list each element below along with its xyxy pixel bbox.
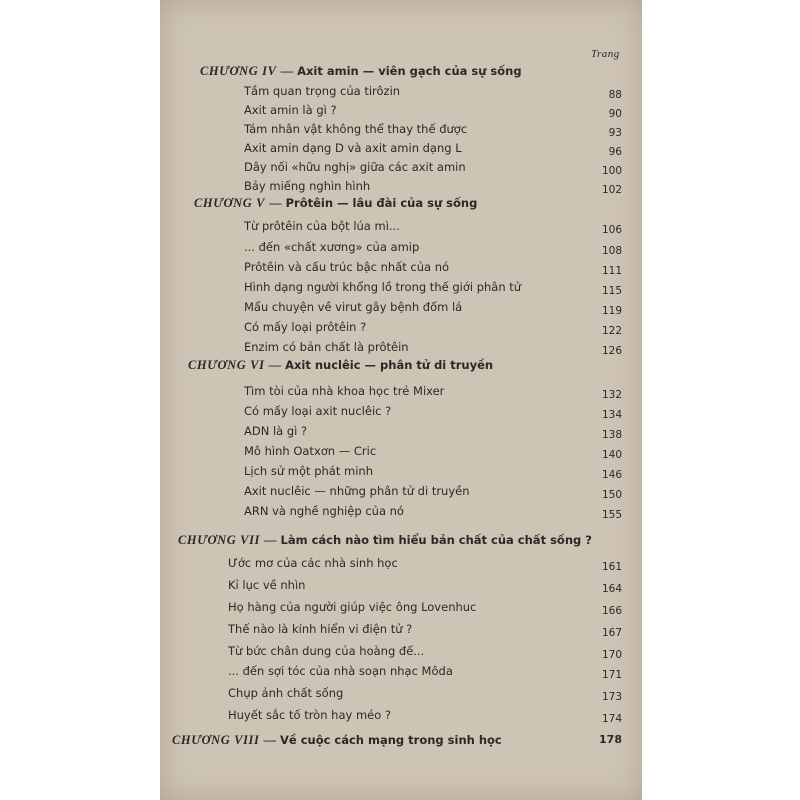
chapter-heading bbox=[160, 196, 642, 218]
toc-entry-page: 93 bbox=[608, 127, 622, 139]
toc-entry bbox=[160, 664, 642, 682]
toc-entry-page: 170 bbox=[601, 649, 622, 661]
chapter-page-number: 178 bbox=[599, 733, 622, 746]
dash-separator: — bbox=[268, 358, 282, 372]
chapter-heading bbox=[160, 64, 642, 86]
toc-entry-title: Tìm tòi của nhà khoa học trẻ Mixer bbox=[244, 384, 445, 398]
toc-entry-page: 167 bbox=[601, 627, 622, 639]
toc-entry-title: Bảy miếng nghìn hình bbox=[244, 179, 371, 193]
toc-entry-title: Có mấy loại prôtêin ? bbox=[244, 320, 367, 334]
toc-entry-page: 96 bbox=[608, 146, 622, 158]
toc-entry-page: 119 bbox=[601, 305, 622, 317]
toc-entry-title: ARN và nghề nghiệp của nó bbox=[244, 504, 404, 518]
toc-entry-page: 174 bbox=[601, 713, 622, 725]
chapter-number: CHƯƠNG VI bbox=[188, 358, 265, 372]
toc-entry bbox=[160, 84, 642, 102]
toc-entry bbox=[160, 644, 642, 662]
toc-entry-page: 161 bbox=[601, 561, 622, 573]
toc-entry-title: Kỉ lục về nhìn bbox=[228, 578, 306, 592]
toc-entry-title: Họ hàng của người giúp việc ông Lovenhuc bbox=[228, 600, 477, 614]
toc-entry-page: 115 bbox=[601, 285, 622, 297]
toc-entry bbox=[160, 260, 642, 278]
toc-entry-title: Tám nhân vật không thể thay thế được bbox=[244, 122, 468, 136]
chapter-title: Làm cách nào tìm hiểu bản chất của chất sống ? bbox=[280, 533, 592, 547]
toc-entry-page: 155 bbox=[601, 509, 622, 521]
toc-entry-page: 106 bbox=[601, 224, 622, 236]
toc-entry-title: Thế nào là kính hiển vi điện tử ? bbox=[228, 622, 413, 636]
toc-entry-page: 171 bbox=[601, 669, 622, 681]
chapter-number: CHƯƠNG V bbox=[194, 196, 266, 210]
toc-entry-page: 90 bbox=[608, 108, 622, 120]
toc-entry-page: 164 bbox=[601, 583, 622, 595]
toc-entry-page: 126 bbox=[601, 345, 622, 357]
toc-entry-page: 100 bbox=[601, 165, 622, 177]
toc-entry bbox=[160, 622, 642, 640]
toc-entry bbox=[160, 556, 642, 574]
chapter-heading bbox=[160, 733, 642, 755]
toc-entry bbox=[160, 600, 642, 618]
toc-entry-page: 102 bbox=[601, 184, 622, 196]
toc-entry bbox=[160, 578, 642, 596]
toc-entry bbox=[160, 340, 642, 358]
toc-entry bbox=[160, 240, 642, 258]
toc-entry-page: 88 bbox=[608, 89, 622, 101]
chapter-heading bbox=[160, 533, 642, 555]
toc-entry-page: 138 bbox=[601, 429, 622, 441]
toc-entry-title: ADN là gì ? bbox=[244, 424, 308, 438]
toc-entry bbox=[160, 444, 642, 462]
toc-entry-title: Huyết sắc tố tròn hay méo ? bbox=[228, 708, 392, 722]
dash-separator: — bbox=[269, 196, 282, 210]
toc-entry bbox=[160, 103, 642, 121]
toc-entry bbox=[160, 384, 642, 402]
toc-entry bbox=[160, 686, 642, 704]
toc-entry-page: 122 bbox=[601, 325, 622, 337]
toc-entry-title: Ước mơ của các nhà sinh học bbox=[228, 556, 398, 570]
toc-entry-title: Chụp ảnh chất sống bbox=[228, 686, 344, 700]
toc-entry bbox=[160, 708, 642, 726]
toc-entry-page: 150 bbox=[601, 489, 622, 501]
toc-entry-title: Có mấy loại axit nuclêic ? bbox=[244, 404, 392, 418]
chapter-title: Về cuộc cách mạng trong sinh học bbox=[279, 733, 502, 747]
toc-entry-title: Enzim có bản chất là prôtêin bbox=[244, 340, 409, 354]
toc-entry bbox=[160, 404, 642, 422]
toc-entry-title: Mẩu chuyện về virut gây bệnh đốm lá bbox=[244, 300, 463, 314]
toc-entry bbox=[160, 300, 642, 318]
toc-entry bbox=[160, 179, 642, 197]
page-column-header: Trang bbox=[591, 48, 620, 60]
toc-entry-title: Axit amin là gì ? bbox=[244, 103, 337, 117]
toc-entry-page: 108 bbox=[601, 245, 622, 257]
chapter-number: CHƯƠNG IV bbox=[200, 64, 277, 78]
toc-entry bbox=[160, 122, 642, 140]
chapter-title: Prôtêin — lâu đài của sự sống bbox=[285, 196, 478, 210]
toc-entry-title: Axit amin dạng D và axit amin dạng L bbox=[244, 141, 462, 155]
chapter-number: CHƯƠNG VIII bbox=[172, 733, 260, 747]
toc-entry-title: Tầm quan trọng của tirôzin bbox=[244, 84, 401, 98]
toc-entry-title: ... đến sợi tóc của nhà soạn nhạc Môda bbox=[228, 664, 453, 678]
dash-separator: — bbox=[280, 64, 294, 78]
toc-entry bbox=[160, 504, 642, 522]
toc-entry-page: 111 bbox=[601, 265, 622, 277]
toc-entry-title: Prôtêin và cấu trúc bậc nhất của nó bbox=[244, 260, 450, 274]
toc-entry-title: Từ prôtêin của bột lúa mì... bbox=[244, 219, 400, 233]
toc-entry bbox=[160, 424, 642, 442]
toc-entry-title: Lịch sử một phát minh bbox=[244, 464, 373, 478]
toc-entry bbox=[160, 141, 642, 159]
dash-separator: — bbox=[264, 533, 277, 547]
toc-entry bbox=[160, 464, 642, 482]
toc-entry-title: ... đến «chất xương» của amip bbox=[244, 240, 420, 254]
chapter-title: Axit nuclêic — phân tử di truyền bbox=[285, 358, 494, 372]
toc-entry bbox=[160, 219, 642, 237]
toc-entry-page: 166 bbox=[601, 605, 622, 617]
toc-entry-title: Từ bức chân dung của hoàng đế... bbox=[228, 644, 425, 658]
toc-entry-title: Mô hình Oatxơn — Cric bbox=[244, 444, 377, 458]
toc-entry-page: 173 bbox=[601, 691, 622, 703]
toc-entry bbox=[160, 280, 642, 298]
chapter-title: Axit amin — viên gạch của sự sống bbox=[297, 64, 522, 78]
dash-separator: — bbox=[263, 733, 276, 747]
toc-entry bbox=[160, 320, 642, 338]
chapter-heading bbox=[160, 358, 642, 380]
toc-entry-page: 146 bbox=[601, 469, 622, 481]
toc-entry-title: Axit nuclêic — những phân tử di truyền bbox=[244, 484, 470, 498]
toc-entry-title: Hình dạng người khổng lồ trong thế giới phân tử bbox=[244, 280, 522, 294]
toc-entry bbox=[160, 484, 642, 502]
toc-entry-page: 132 bbox=[601, 389, 622, 401]
toc-entry bbox=[160, 160, 642, 178]
toc-entry-page: 134 bbox=[601, 409, 622, 421]
chapter-number: CHƯƠNG VII bbox=[178, 533, 261, 547]
toc-entry-title: Dây nối «hữu nghị» giữa các axit amin bbox=[244, 160, 466, 174]
book-page bbox=[160, 0, 642, 800]
toc-entry-page: 140 bbox=[601, 449, 622, 461]
